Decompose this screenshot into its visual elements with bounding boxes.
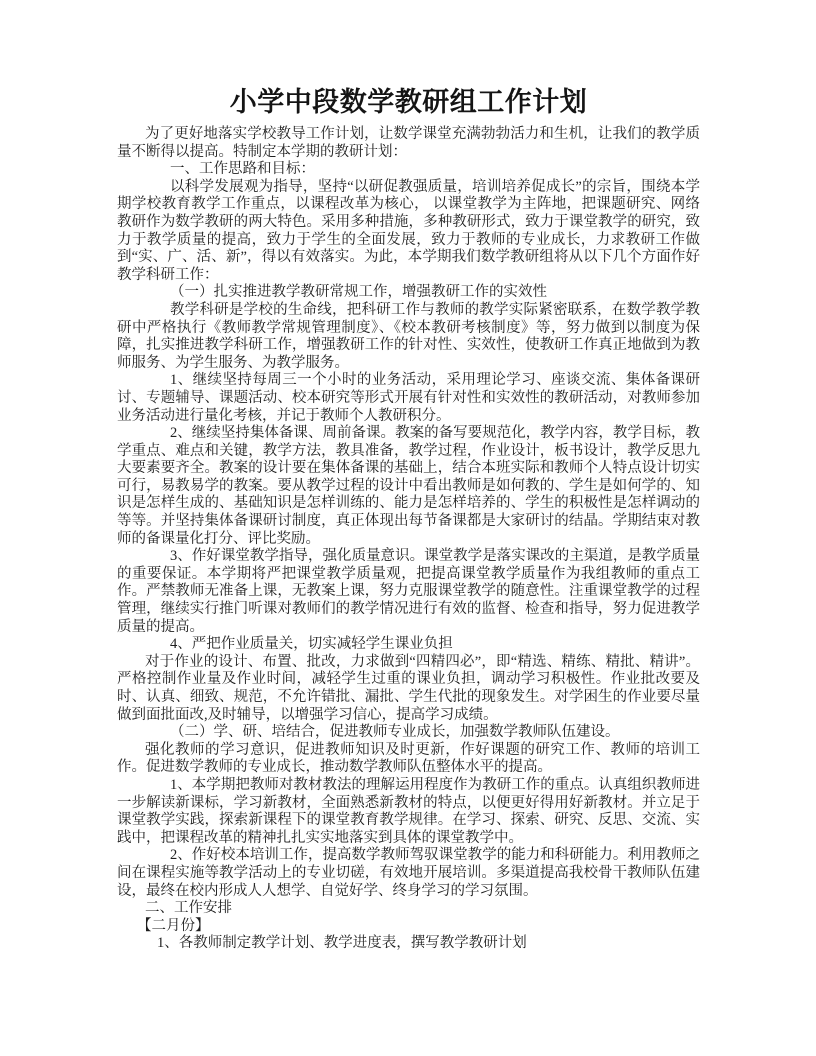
paragraph: （一）扎实推进教学教研常规工作，增强教研工作的实效性 bbox=[170, 284, 547, 301]
document-title: 小学中段数学教研组工作计划 bbox=[229, 87, 588, 117]
paragraph: 1、各教师制定教学计划、教学进度表，撰写教学教研计划 bbox=[157, 935, 527, 952]
paragraph: 3、作好课堂教学指导，强化质量意识。课堂教学是落实课改的主渠道，是教学质量的重要保证。本学期将严把课堂教学质量观，把提高课堂教学质量作为我组教师的重点工作。严禁教师无准备上课，无教案上课，努力克服课堂教学的随意性。注重课堂教学的过程管理，继续实行推门听课对教师们的教学情况进行有效的监督、检查和指导，努力促进教学质量的提高。 bbox=[117, 548, 700, 635]
paragraph: 2、继续坚持集体备课、周前备课。教案的备写要规范化，教学内容，教学目标，教学重点、难点和关键，教学方法，教具准备，教学过程，作业设计，板书设计，教学反思九大要素要齐全。教案的设计要在集体备课的基础上，结合本班实际和教师个人特点设计切实可行，易教易学的教案。要从教学过程的设计中看出教师是如何教的、学生是如何学的、知识是怎样生成的、基础知识是怎样训练的、能力是怎样培养的、学生的积极性是怎样调动的等等。并坚持集体备课研讨制度，真正体现出每节备课都是大家研讨的结晶。学期结束对教师的备课量化打分、评比奖励。 bbox=[117, 425, 700, 547]
paragraph: 4、严把作业质量关，切实减轻学生课业负担 bbox=[170, 636, 453, 653]
paragraph: 1、继续坚持每周三一个小时的业务活动，采用理论学习、座谈交流、集体备课研讨、专题辅导、课题活动、校本研究等形式开展有针对性和实效性的教研活动，对教师参加业务活动进行量化考核，并记于教师个人教研积分。 bbox=[117, 372, 700, 424]
paragraph: 2、作好校本培训工作，提高数学教师驾驭课堂教学的能力和科研能力。利用教师之间在课程实施等教学活动上的专业切磋，有效地开展培训。多渠道提高我校骨干教师队伍建设，最终在校内形成人人想学、自觉好学、终身学习的学习氛围。 bbox=[117, 847, 700, 899]
paragraph: 1、本学期把教师对教材教法的理解运用程度作为教研工作的重点。认真组织教师进一步解读新课标，学习新教材，全面熟悉新教材的特点，以便更好得用好新教材。并立足于课堂教学实践，探索新课程下的课堂教育教学规律。在学习、探索、研究、反思、交流、实践中，把课程改革的精神扎扎实实地落实到具体的课堂教学中。 bbox=[117, 776, 700, 846]
paragraph: 对于作业的设计、布置、批改，力求做到“四精四必”，即“精选、精练、精批、精讲”。严格控制作业量及作业时间，减轻学生过重的课业负担，调动学习积极性。作业批改要及时、认真、细致、规范，不允许错批、漏批、学生代批的现象发生。对学困生的作业要尽量做到面批面改,及时辅导，以增强学习信心，提高学习成绩。 bbox=[117, 653, 700, 723]
paragraph: 教学科研是学校的生命线，把科研工作与教师的教学实际紧密联系，在数学教学教研中严格执行《教师教学常规管理制度》、《校本教研考核制度》等，努力做到以制度为保障，扎实推进教学科研工作，增强教研工作的针对性、实效性，使教研工作真正地做到为教师服务、为学生服务、为教学服务。 bbox=[117, 301, 700, 371]
paragraph: 一、工作思路和目标： bbox=[170, 161, 315, 178]
paragraph: 二、工作安排 bbox=[145, 900, 232, 917]
paragraph: 【二月份】 bbox=[137, 917, 210, 934]
paragraph: 以科学发展观为指导，坚持“以研促教强质量，培训培养促成长”的宗旨，围绕本学期学校教育教学工作重点，以课程改革为核心， 以课堂教学为主阵地，把课题研究、网络教研作为数学教研的两大特色。采用多种措施，多种教研形式，致力于课堂教学的研究，致力于教学质量的提高，致力于学生的全面发展，致力于教师的专业成长，力求教研工作做到“实、广、活、新”，得以有效落实。为此，本学期我们数学教研组将从以下几个方面作好教学科研工作： bbox=[117, 178, 700, 283]
paragraph: 强化教师的学习意识，促进教师知识及时更新，作好课题的研究工作、教师的培训工作。促进数学教师的专业成长，推动数学教师队伍整体水平的提高。 bbox=[117, 741, 700, 776]
paragraph: 为了更好地落实学校教导工作计划，让数学课堂充满勃勃活力和生机，让我们的教学质量不断得以提高。特制定本学期的教研计划： bbox=[117, 126, 700, 160]
document-body bbox=[117, 126, 700, 953]
paragraph: （二）学、研、培结合，促进教师专业成长，加强数学教师队伍建设。 bbox=[170, 724, 620, 741]
